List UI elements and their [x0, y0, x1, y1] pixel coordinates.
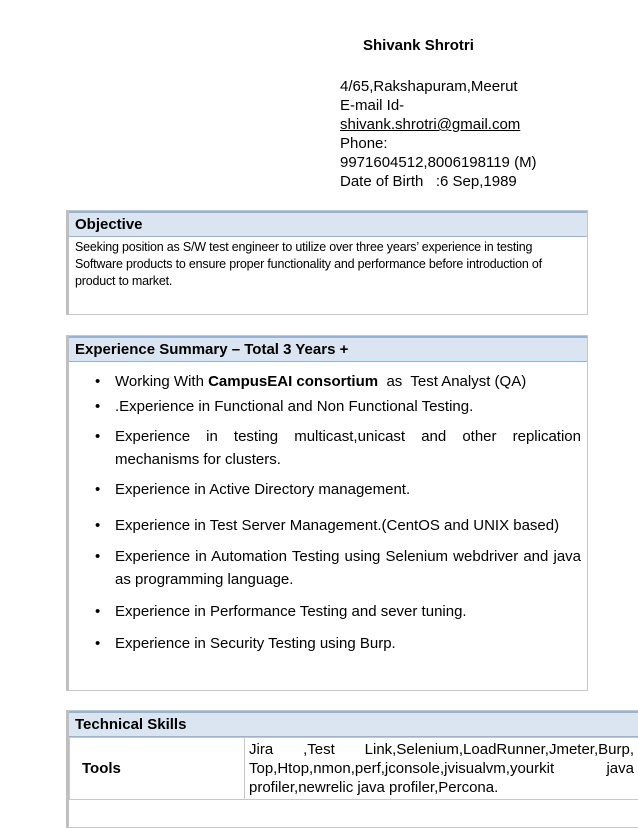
list-item: • Experience in Test Server Management.(CentOS and UNIX based) [115, 514, 581, 537]
address: 4/65,Rakshapuram,Meerut [340, 77, 537, 96]
technical-skills-section [66, 710, 638, 828]
experience-list [69, 370, 587, 655]
email-label: E-mail Id- [340, 96, 537, 115]
list-item [115, 370, 581, 393]
contact-block [340, 77, 537, 191]
skills-table [69, 737, 638, 800]
objective-text: Seeking position as S/W test engineer to utilize over three years’ experience in testing Software products to ensure proper functionality and performance before introduction of product to market. [69, 237, 587, 290]
list-item: • Experience in testing multicast,unicast and other replication mechanisms for clusters. [115, 425, 581, 471]
date-of-birth: Date of Birth :6 Sep,1989 [340, 172, 537, 191]
skill-category-value: Jira ,Test Link,Selenium,LoadRunner,Jmeter,Burp, Top,Htop,nmon,perf,jconsole,jvisualvm,yourkit java profiler,newrelic java profiler,Percona. [245, 738, 638, 800]
technical-skills-heading: Technical Skills [69, 711, 638, 737]
list-item-text: Working With [115, 373, 208, 390]
list-item: • Experience in Active Directory management. [115, 478, 581, 501]
company-name: CampusEAI consortium [208, 373, 378, 390]
list-item: • Experience in Automation Testing using Selenium webdriver and java as programming language. [115, 545, 581, 591]
resume-name: Shivank Shrotri [363, 37, 474, 54]
list-item: • Experience in Security Testing using Burp. [115, 632, 581, 655]
email-link[interactable]: shivank.shrotri@gmail.com [340, 116, 520, 133]
phone-label: Phone: [340, 134, 537, 153]
experience-heading: Experience Summary – Total 3 Years + [69, 336, 587, 362]
objective-section [66, 210, 588, 315]
experience-section [66, 335, 588, 691]
skill-category-label: Tools [70, 738, 245, 800]
list-item: • Experience in Performance Testing and sever tuning. [115, 600, 581, 623]
list-item-text: as Test Analyst (QA) [378, 373, 526, 390]
table-row [70, 738, 638, 800]
phone-number: 9971604512,8006198119 (M) [340, 153, 537, 172]
objective-heading: Objective [69, 211, 587, 237]
list-item: • .Experience in Functional and Non Functional Testing. [115, 395, 581, 418]
